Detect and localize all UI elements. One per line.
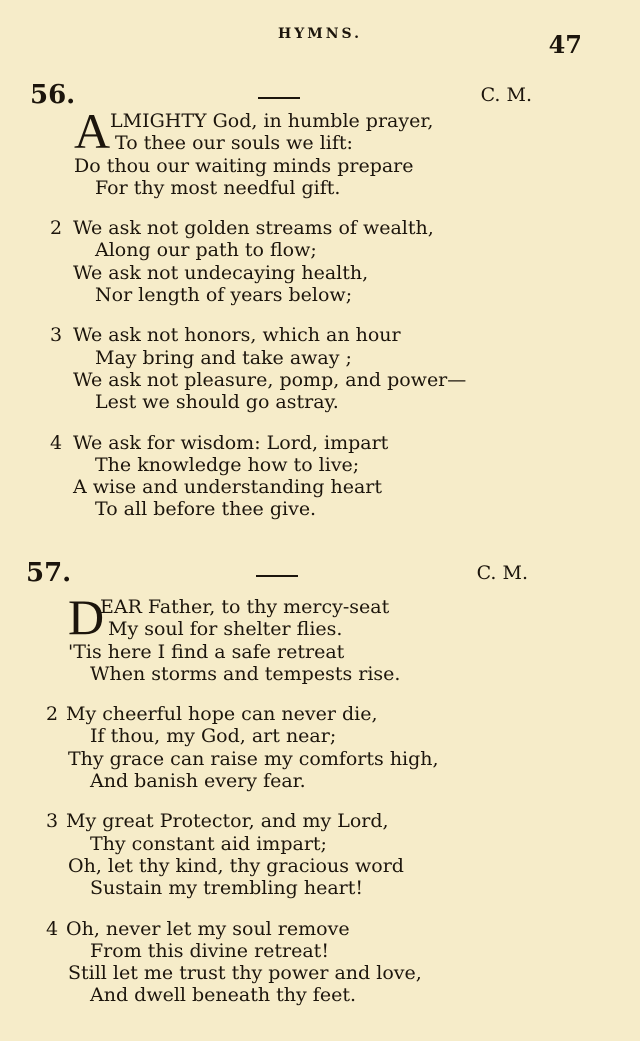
verse-line: Thy grace can raise my comforts high, (68, 747, 439, 770)
verse-line (0, 217, 640, 239)
drop-cap: A (74, 103, 111, 159)
verse-line-text: My cheerful hope can never die, (66, 703, 378, 726)
stanza-3 (0, 324, 640, 413)
verse-line (0, 432, 640, 454)
verse-line: 'Tis here I find a safe retreat (68, 640, 345, 663)
hymn-number: 57. (26, 558, 72, 588)
verse-line: If thou, my God, art near; (90, 725, 337, 748)
stanza-4 (0, 918, 640, 1007)
verse-line (0, 324, 640, 346)
stanza-number: 4 (46, 917, 59, 940)
stanza-number: 3 (50, 324, 63, 347)
stanza-2 (0, 217, 640, 306)
verse-line: And dwell beneath thy feet. (90, 984, 356, 1007)
stanza-4 (0, 432, 640, 521)
verse-line: To all before thee give. (95, 498, 317, 521)
hymn-rule (258, 97, 300, 99)
verse-line: From this divine retreat! (90, 939, 329, 962)
verse-line: Oh, let thy kind, thy gracious word (68, 854, 404, 877)
verse-line: Do thou our waiting minds prepare (74, 154, 414, 177)
verse-line-text: My great Protector, and my Lord, (66, 810, 389, 833)
verse-line: May bring and take away ; (95, 346, 352, 369)
hymn-56 (0, 80, 640, 521)
hymn-meter: C. M. (476, 562, 528, 584)
verse-line-text: We ask not honors, which an hour (73, 324, 401, 347)
page-number: 47 (548, 30, 582, 59)
verse-line: My soul for shelter flies. (108, 618, 343, 641)
verse-line: We ask not pleasure, pomp, and power— (73, 368, 467, 391)
verse-line: For thy most needful gift. (95, 176, 341, 199)
verse-line: We ask not undecaying health, (73, 261, 369, 284)
verse-line: Sustain my trembling heart! (90, 877, 364, 900)
verse-line: Nor length of years below; (95, 284, 353, 307)
hymn-header (0, 558, 640, 592)
running-head: HYMNS. (277, 26, 362, 42)
drop-cap: D (68, 589, 105, 645)
verse-line (0, 703, 640, 725)
verse-line (0, 810, 640, 832)
hymn-rule (256, 575, 298, 577)
hymn-57 (0, 558, 640, 1007)
verse-line: Still let me trust thy power and love, (68, 962, 422, 985)
verse-line: A wise and understanding heart (73, 476, 383, 499)
verse-line: And banish every fear. (90, 770, 306, 793)
verse-line (0, 918, 640, 940)
stanza-number: 2 (50, 217, 63, 240)
verse-line-text: EAR Father, to thy mercy-seat (100, 596, 390, 618)
stanza-3 (0, 810, 640, 899)
verse-line: Along our path to flow; (95, 239, 317, 262)
stanza-2 (0, 703, 640, 792)
verse-line-text: LMIGHTY God, in humble prayer, (110, 110, 434, 132)
verse-line-text: Oh, never let my soul remove (66, 917, 350, 940)
stanza-number: 3 (46, 810, 59, 833)
verse-line: To thee our souls we lift: (115, 132, 353, 155)
verse-line: Thy constant aid impart; (90, 832, 327, 855)
stanza-number: 4 (50, 431, 63, 454)
stanza-1 (0, 589, 640, 685)
verse-line: Lest we should go astray. (95, 391, 339, 414)
hymn-number: 56. (30, 80, 76, 110)
stanza-number: 2 (46, 703, 59, 726)
verse-line: The knowledge how to live; (95, 453, 360, 476)
hymn-meter: C. M. (480, 84, 532, 106)
verse-line: When storms and tempests rise. (90, 662, 401, 685)
verse-line-text: We ask for wisdom: Lord, impart (73, 431, 389, 454)
verse-line-text: We ask not golden streams of wealth, (73, 217, 434, 240)
stanza-1 (0, 103, 640, 199)
